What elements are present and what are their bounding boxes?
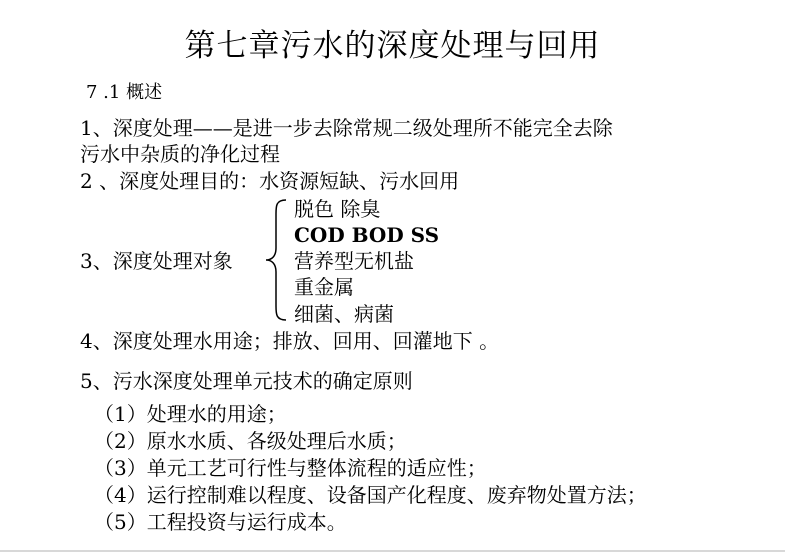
slide-title: 第七章污水的深度处理与回用 [184, 28, 601, 64]
curly-brace-icon [262, 198, 292, 322]
principles-heading: 5、污水深度处理单元技术的确定原则 [80, 369, 413, 393]
object-item: 脱色 除臭 [294, 197, 381, 221]
objects-label: 3、深度处理对象 [80, 249, 233, 273]
definition-line-1: 1、深度处理——是进一步去除常规二级处理所不能完全去除 [80, 116, 613, 140]
purpose-line: 2 、深度处理目的：水资源短缺、污水回用 [80, 169, 460, 193]
usage-line: 4、深度处理水用途；排放、回用、回灌地下 。 [80, 329, 500, 353]
object-item: COD BOD SS [294, 223, 440, 247]
principle-item: （1）处理水的用途； [94, 402, 287, 426]
object-item: 细菌、病菌 [294, 302, 394, 326]
principle-item: （4）运行控制难以程度、设备国产化程度、废弃物处置方法； [94, 483, 647, 507]
principle-item: （2）原水水质、各级处理后水质； [94, 429, 407, 453]
principle-item: （3）单元工艺可行性与整体流程的适应性； [94, 456, 487, 480]
object-item: 营养型无机盐 [294, 249, 414, 273]
principle-item: （5）工程投资与运行成本。 [94, 510, 347, 534]
definition-line-2: 污水中杂质的净化过程 [80, 142, 280, 166]
section-heading: 7 .1 概述 [86, 82, 163, 103]
object-item: 重金属 [294, 275, 354, 299]
bottom-divider [0, 550, 785, 552]
